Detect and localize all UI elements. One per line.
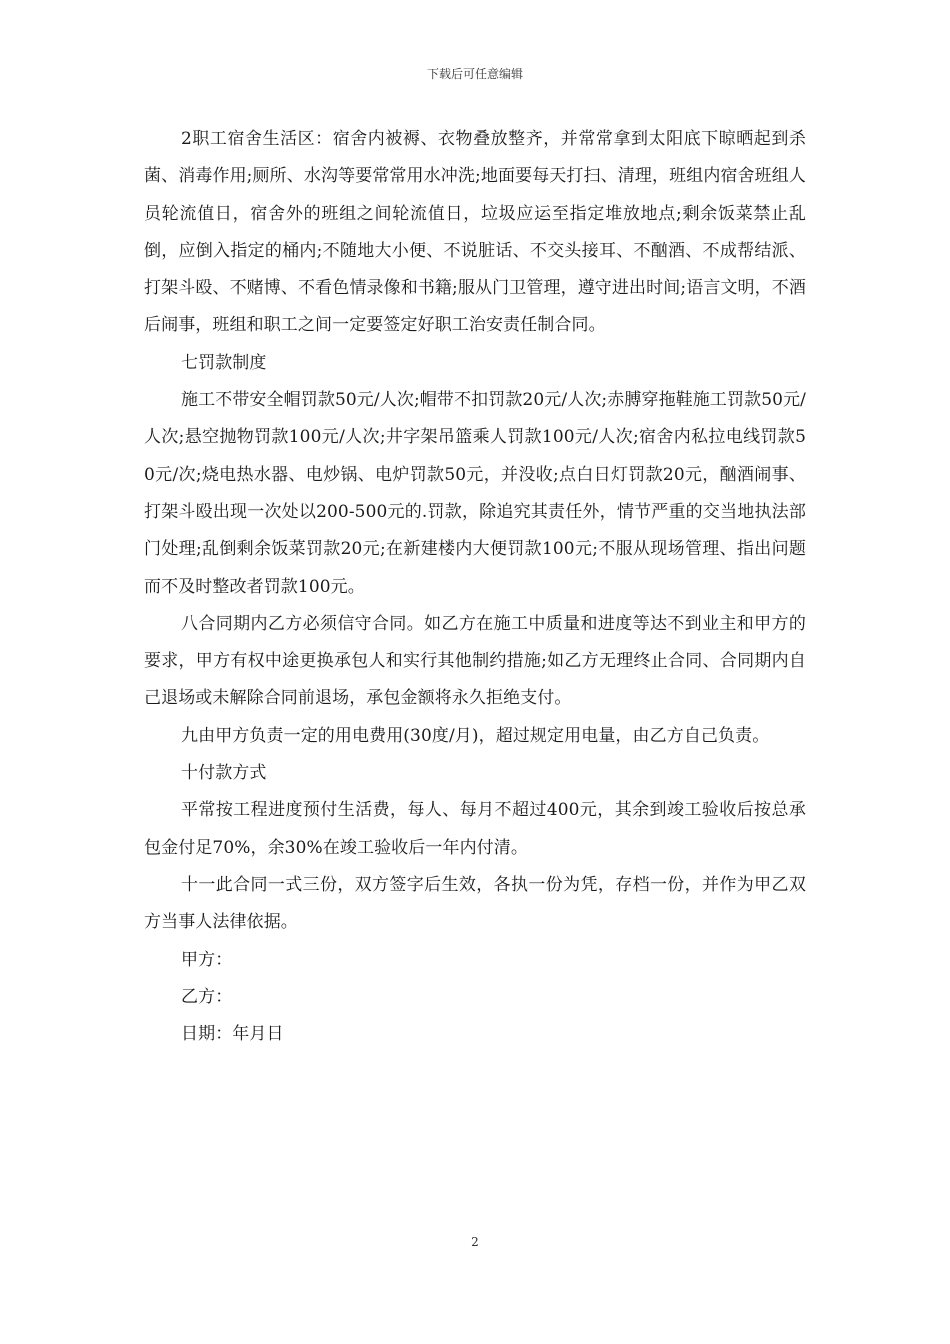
signature-party-a: 甲方： bbox=[181, 949, 233, 970]
page-number: 2 bbox=[471, 1235, 479, 1249]
section-heading-fines: 七罚款制度 bbox=[181, 352, 267, 373]
paragraph-copies: 十一此合同一式三份，双方签字后生效，各执一份为凭，存档一份，并作为甲乙双方当事人法律依据。 bbox=[144, 874, 806, 933]
signature-party-b: 乙方： bbox=[181, 986, 233, 1007]
page-header: 下载后可任意编辑 bbox=[426, 67, 523, 81]
section-heading-payment: 十付款方式 bbox=[181, 763, 267, 784]
paragraph-dormitory-rules: 2职工宿舍生活区：宿舍内被褥、衣物叠放整齐，并常常拿到太阳底下晾晒起到杀菌、消毒作用;厕所、水沟等要常常用水冲洗;地面要每天打扫、清理，班组内宿舍班组人员轮流值日，宿舍外的班组之间轮流值日，垃圾应运至指定堆放地点;剩余饭菜禁止乱倒，应倒入指定的桶内;不随地大小便、不说脏话、不交头接耳、不酗酒、不成帮结派、打架斗殴、不赌博、不看色情录像和书籍;服从门卫管理，遵守进出时间;语言文明，不酒后闹事，班组和职工之间一定要签定好职工治安责任制合同。 bbox=[144, 129, 806, 336]
paragraph-payment: 平常按工程进度预付生活费，每人、每月不超过400元，其余到竣工验收后按总承包金付足70%，余30%在竣工验收后一年内付清。 bbox=[144, 800, 806, 858]
signature-date: 日期：年月日 bbox=[181, 1024, 284, 1045]
paragraph-electricity: 九由甲方负责一定的用电费用(30度/月)，超过规定用电量，由乙方自己负责。 bbox=[181, 725, 770, 746]
paragraph-fines: 施工不带安全帽罚款50元/人次;帽带不扣罚款20元/人次;赤膊穿拖鞋施工罚款50元/人次;悬空抛物罚款100元/人次;井字架吊篮乘人罚款100元/人次;宿舍内私拉电线罚款50元/次;烧电热水器、电炒锅、电炉罚款50元，并没收;点白日灯罚款20元，酗酒闹事、打架斗殴出现一次处以200-500元的.罚款，除追究其责任外，情节严重的交当地执法部门处理;乱倒剩余饭菜罚款20元;在新建楼内大便罚款100元;不服从现场管理、指出问题而不及时整改者罚款100元。 bbox=[144, 390, 806, 597]
paragraph-contract-term: 八合同期内乙方必须信守合同。如乙方在施工中质量和进度等达不到业主和甲方的要求，甲方有权中途更换承包人和实行其他制约措施;如乙方无理终止合同、合同期内自己退场或未解除合同前退场，承包金额将永久拒绝支付。 bbox=[144, 613, 806, 709]
document-body bbox=[144, 121, 806, 1053]
